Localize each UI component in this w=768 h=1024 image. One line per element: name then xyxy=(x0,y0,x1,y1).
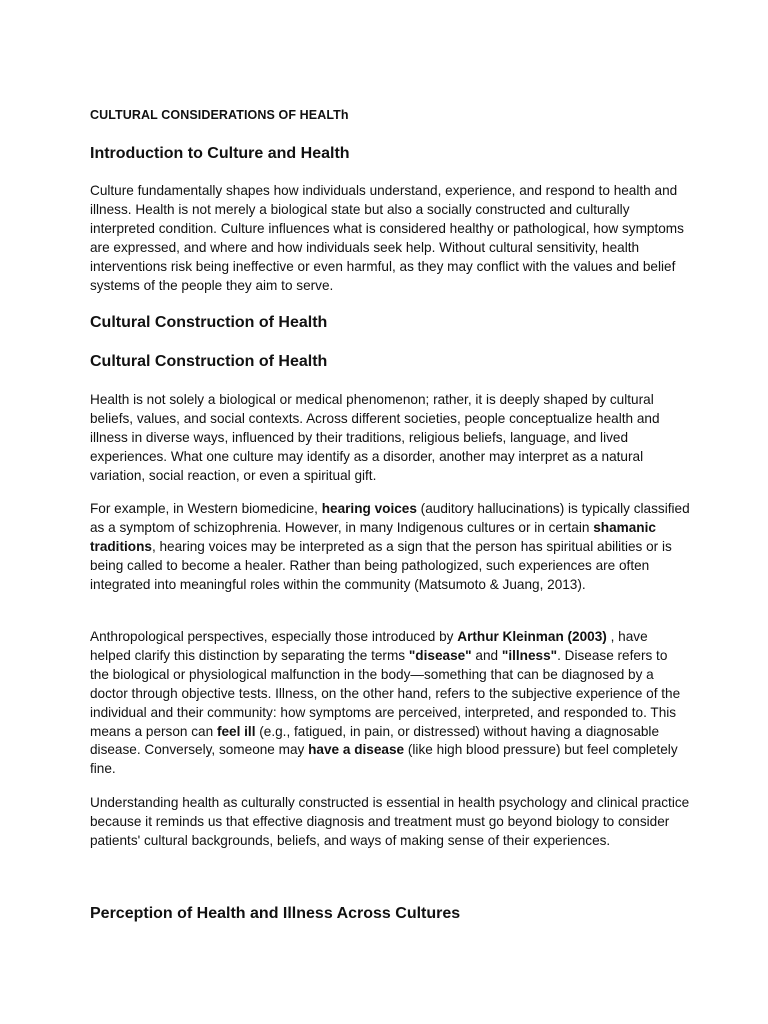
heading-cultural-construction: Cultural Construction of Health xyxy=(90,314,328,331)
text-run: For example, in Western biomedicine, xyxy=(90,501,322,516)
text-run: (auditory hallucinations) is typically classified as a symptom of schizophrenia. However, in many Indigenous cultures or in certain xyxy=(90,501,690,535)
bold-feel-ill: feel ill xyxy=(216,723,256,739)
paragraph-construction-1: Health is not solely a biological or medical phenomenon; rather, it is deeply shaped by cultural beliefs, values, and social contexts. Across different societies, people conceptualize health and illness in diverse ways, influenced by their traditions, religious beliefs, language, and lived experiences. What one culture may identify as a disorder, another may interpret as a natural variation, social reaction, or even a spiritual gift. xyxy=(90,392,660,483)
text-run: , hearing voices may be interpreted as a sign that the person has spiritual abilities or is being called to become a healer. Rather than being pathologized, such experiences are often integrated into meaningful roles within the community (Matsumoto & Juang, 2013). xyxy=(90,538,672,592)
bold-hearing-voices: hearing voices xyxy=(321,501,417,516)
text-run: and xyxy=(471,647,502,663)
heading-cultural-construction-repeat: Cultural Construction of Health xyxy=(90,353,328,370)
text-run: (e.g., fatigued, in pain, or distressed) without having a diagnosable disease. Conversely, someone may xyxy=(90,723,660,758)
text-run: (like high blood pressure) but feel completely fine. xyxy=(90,742,678,777)
paragraph-construction-2 xyxy=(90,500,690,595)
text-run: , have helped clarify this distinction by separating the terms xyxy=(90,629,648,663)
bold-disease: "disease" xyxy=(408,647,472,663)
paragraph-intro: Culture fundamentally shapes how individuals understand, experience, and respond to health and illness. Health is not merely a biological state but also a socially constructed and culturally interpreted condition. Culture influences what is considered healthy or pathological, how symptoms are expressed, and where and how individuals seek help. Without cultural sensitivity, health interventions risk being ineffective or even harmful, as they may conflict with the values and belief systems of the people they aim to serve. xyxy=(90,183,684,293)
bold-have-a-disease: have a disease xyxy=(308,742,405,758)
paragraph-construction-3 xyxy=(90,628,690,779)
bold-shamanic-traditions: shamanic traditions xyxy=(90,519,656,554)
bold-kleinman: Arthur Kleinman (2003) xyxy=(457,629,607,644)
heading-perception: Perception of Health and Illness Across Cultures xyxy=(90,905,461,922)
bold-illness: "illness" xyxy=(501,647,558,663)
text-run: Anthropological perspectives, especially those introduced by xyxy=(90,629,458,644)
document-title: CULTURAL CONSIDERATIONS OF HEALTh xyxy=(90,108,349,122)
text-run: . Disease refers to the biological or physiological malfunction in the body—something that can be diagnosed by a doctor through objective tests. Illness, on the other hand, refers to the subjective experience of the individual and their community: how symptoms are perceived, interpreted, and responded to. This means a person can xyxy=(90,647,681,739)
paragraph-construction-4: Understanding health as culturally constructed is essential in health psychology and clinical practice because it reminds us that effective diagnosis and treatment must go beyond biology to consider patients' cultural backgrounds, beliefs, and ways of making sense of their experiences. xyxy=(90,795,690,848)
heading-intro: Introduction to Culture and Health xyxy=(90,145,350,162)
